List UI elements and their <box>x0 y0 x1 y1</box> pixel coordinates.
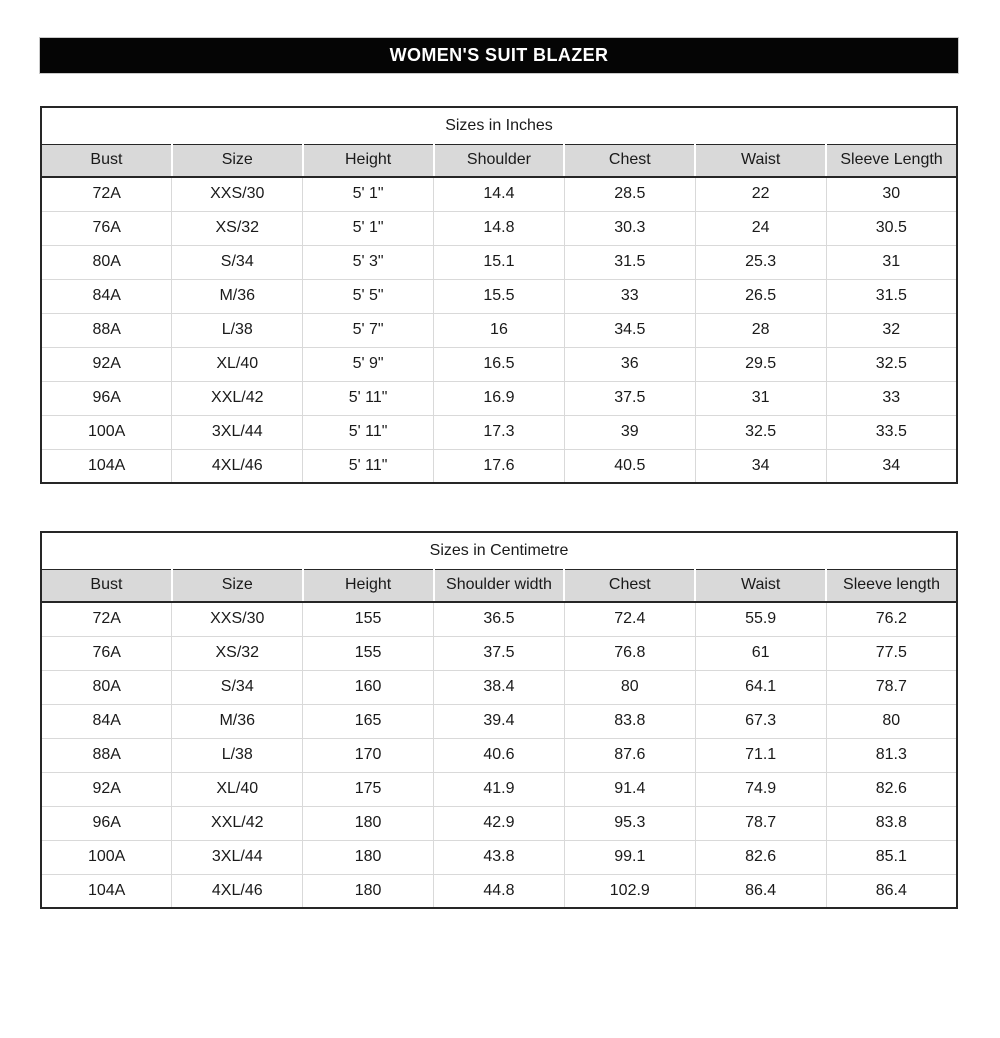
table-cell: 33.5 <box>826 415 957 449</box>
table-cell: 102.9 <box>564 874 695 908</box>
table-cell: 82.6 <box>695 840 826 874</box>
table-cell: 17.3 <box>434 415 565 449</box>
column-header: Shoulder <box>434 144 565 177</box>
table-cell: 55.9 <box>695 602 826 636</box>
table-row <box>41 381 957 415</box>
table-cell: 72.4 <box>564 602 695 636</box>
column-header: Bust <box>41 569 172 602</box>
table-cell: 83.8 <box>826 806 957 840</box>
table-row <box>41 772 957 806</box>
table-cell: 32.5 <box>695 415 826 449</box>
table-cell: 95.3 <box>564 806 695 840</box>
table-cell: 160 <box>303 670 434 704</box>
table-cell: 37.5 <box>434 636 565 670</box>
table-cell: 92A <box>41 347 172 381</box>
table-cell: 67.3 <box>695 704 826 738</box>
table-cell: 71.1 <box>695 738 826 772</box>
table-cell: 180 <box>303 840 434 874</box>
table-cell: 83.8 <box>564 704 695 738</box>
table-cell: 104A <box>41 874 172 908</box>
column-header: Size <box>172 569 303 602</box>
table-cell: 3XL/44 <box>172 415 303 449</box>
table-cell: 61 <box>695 636 826 670</box>
table-cell: 78.7 <box>695 806 826 840</box>
table-cell: 24 <box>695 211 826 245</box>
table-cell: 99.1 <box>564 840 695 874</box>
table-row <box>41 602 957 636</box>
table-cell: 88A <box>41 313 172 347</box>
table-cell: 37.5 <box>564 381 695 415</box>
table-cell: 5' 11" <box>303 449 434 483</box>
table-cell: 4XL/46 <box>172 874 303 908</box>
table-cell: M/36 <box>172 704 303 738</box>
table-cell: XS/32 <box>172 636 303 670</box>
table-cell: 43.8 <box>434 840 565 874</box>
table-cell: 85.1 <box>826 840 957 874</box>
table-cell: 33 <box>564 279 695 313</box>
column-header: Chest <box>564 569 695 602</box>
column-header: Waist <box>695 144 826 177</box>
table-cell: 30 <box>826 177 957 211</box>
table-cell: 80 <box>564 670 695 704</box>
centimetre-table <box>40 531 958 909</box>
centimetre-table-body <box>41 602 957 908</box>
table-cell: 36 <box>564 347 695 381</box>
table-row <box>41 347 957 381</box>
table-cell: 38.4 <box>434 670 565 704</box>
table-cell: 88A <box>41 738 172 772</box>
table-cell: 100A <box>41 840 172 874</box>
table-cell: 16.9 <box>434 381 565 415</box>
table-cell: 28 <box>695 313 826 347</box>
table-row <box>41 704 957 738</box>
table-cell: 5' 1" <box>303 177 434 211</box>
table-cell: L/38 <box>172 313 303 347</box>
table-row <box>41 313 957 347</box>
table-cell: 34 <box>826 449 957 483</box>
table-cell: 5' 5" <box>303 279 434 313</box>
table-row <box>41 670 957 704</box>
column-header: Shoulder width <box>434 569 565 602</box>
table-row <box>41 738 957 772</box>
table-cell: 180 <box>303 874 434 908</box>
table-row <box>41 806 957 840</box>
table-row <box>41 211 957 245</box>
column-header: Size <box>172 144 303 177</box>
table-cell: 39 <box>564 415 695 449</box>
table-cell: 5' 7" <box>303 313 434 347</box>
centimetre-table-header-row <box>41 569 957 602</box>
table-cell: 15.5 <box>434 279 565 313</box>
column-header: Height <box>303 569 434 602</box>
table-cell: XS/32 <box>172 211 303 245</box>
table-cell: L/38 <box>172 738 303 772</box>
table-cell: 72A <box>92 610 121 628</box>
table-cell: 80A <box>41 670 172 704</box>
table-cell: XL/40 <box>172 772 303 806</box>
table-cell: 76A <box>41 636 172 670</box>
table-caption: Sizes in Centimetre <box>41 532 957 569</box>
table-cell: 34.5 <box>564 313 695 347</box>
table-cell: 31.5 <box>564 245 695 279</box>
table-cell: 29.5 <box>695 347 826 381</box>
table-row <box>41 840 957 874</box>
page-title <box>40 38 958 73</box>
table-cell: 44.8 <box>434 874 565 908</box>
table-cell: 82.6 <box>826 772 957 806</box>
table-cell: 33 <box>826 381 957 415</box>
table-row <box>41 279 957 313</box>
table-cell: 175 <box>303 772 434 806</box>
table-cell: 36.5 <box>434 602 565 636</box>
table-cell: 76.2 <box>826 602 957 636</box>
table-cell: 26.5 <box>695 279 826 313</box>
table-cell: 34 <box>695 449 826 483</box>
table-cell: XXL/42 <box>172 806 303 840</box>
table-cell: S/34 <box>172 670 303 704</box>
table-cell: 74.9 <box>695 772 826 806</box>
table-cell: 91.4 <box>564 772 695 806</box>
table-cell: 4XL/46 <box>172 449 303 483</box>
inches-table-body <box>41 177 957 483</box>
inches-table <box>40 106 958 484</box>
table-cell: 5' 3" <box>303 245 434 279</box>
table-cell: 14.4 <box>434 177 565 211</box>
table-cell: 80 <box>826 704 957 738</box>
table-cell: 180 <box>303 806 434 840</box>
inches-table-caption-row <box>41 107 957 144</box>
table-cell: 170 <box>303 738 434 772</box>
table-cell: 22 <box>695 177 826 211</box>
inches-table-header-row <box>41 144 957 177</box>
table-cell: 81.3 <box>826 738 957 772</box>
table-cell: 155 <box>303 602 434 636</box>
table-cell: 30.5 <box>826 211 957 245</box>
centimetre-table-caption-row <box>41 532 957 569</box>
column-header: Height <box>303 144 434 177</box>
table-cell: M/36 <box>172 279 303 313</box>
table-row <box>41 177 957 211</box>
table-cell: 155 <box>303 636 434 670</box>
table-cell: 80A <box>41 245 172 279</box>
column-header: Waist <box>695 569 826 602</box>
table-cell: 25.3 <box>695 245 826 279</box>
table-cell: 31 <box>695 381 826 415</box>
table-cell: 16 <box>434 313 565 347</box>
table-row <box>41 449 957 483</box>
table-cell: 92A <box>41 772 172 806</box>
table-cell: 32 <box>826 313 957 347</box>
table-cell: 104A <box>41 449 172 483</box>
table-cell: 96A <box>41 806 172 840</box>
table-cell: 32.5 <box>826 347 957 381</box>
table-cell: XXL/42 <box>172 381 303 415</box>
table-cell: 14.8 <box>434 211 565 245</box>
table-cell: 41.9 <box>434 772 565 806</box>
table-cell: 86.4 <box>826 874 957 908</box>
table-cell: XXS/30 <box>172 177 303 211</box>
column-header: Sleeve length <box>826 569 957 602</box>
table-cell: 16.5 <box>434 347 565 381</box>
table-cell: 77.5 <box>826 636 957 670</box>
table-cell: 78.7 <box>826 670 957 704</box>
table-cell: XL/40 <box>172 347 303 381</box>
table-cell: 40.5 <box>564 449 695 483</box>
table-cell: 76.8 <box>564 636 695 670</box>
table-row <box>41 874 957 908</box>
table-row <box>41 245 957 279</box>
table-cell: 28.5 <box>564 177 695 211</box>
column-header: Sleeve Length <box>826 144 957 177</box>
table-cell: 87.6 <box>564 738 695 772</box>
table-cell: 5' 11" <box>303 381 434 415</box>
column-header: Bust <box>41 144 172 177</box>
table-cell: 72A <box>92 185 121 203</box>
table-cell: 31 <box>826 245 957 279</box>
page-title-text: WOMEN'S SUIT BLAZER <box>389 45 609 65</box>
table-cell: 100A <box>41 415 172 449</box>
table-cell: 84A <box>41 704 172 738</box>
table-row <box>41 636 957 670</box>
table-cell: 40.6 <box>434 738 565 772</box>
table-cell: 64.1 <box>695 670 826 704</box>
table-cell: 76A <box>41 211 172 245</box>
column-header: Chest <box>564 144 695 177</box>
table-cell: S/34 <box>172 245 303 279</box>
table-cell: 96A <box>41 381 172 415</box>
table-cell: 5' 1" <box>303 211 434 245</box>
table-cell: 5' 9" <box>303 347 434 381</box>
table-cell: 31.5 <box>826 279 957 313</box>
table-cell: 15.1 <box>434 245 565 279</box>
table-cell: 39.4 <box>434 704 565 738</box>
table-cell: 165 <box>303 704 434 738</box>
table-cell: 42.9 <box>434 806 565 840</box>
table-row <box>41 415 957 449</box>
table-cell: 17.6 <box>434 449 565 483</box>
table-cell: 86.4 <box>695 874 826 908</box>
table-caption: Sizes in Inches <box>41 107 957 144</box>
table-cell: XXS/30 <box>172 602 303 636</box>
table-cell: 5' 11" <box>303 415 434 449</box>
table-cell: 30.3 <box>564 211 695 245</box>
table-cell: 3XL/44 <box>172 840 303 874</box>
table-cell: 84A <box>41 279 172 313</box>
